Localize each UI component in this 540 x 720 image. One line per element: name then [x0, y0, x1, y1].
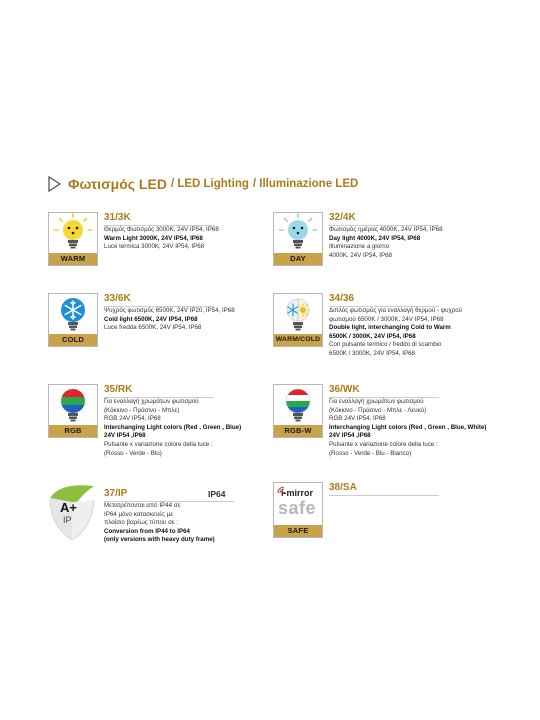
product-code: 36/WK [329, 384, 360, 395]
title-italian: / Illuminazione LED [252, 178, 359, 190]
i-mirror-safe-icon [273, 482, 323, 538]
description-line: (Rosso - Verde - Blu - Bianco) [329, 449, 412, 457]
description-line: RGB 24V IP54, IP68 [329, 415, 386, 423]
section-header [48, 176, 358, 192]
product-code: 31/3K [104, 212, 131, 223]
description-line: (Rosso - Verde - Blu) [104, 449, 162, 457]
description-line: 24V IP54 ,IP68 [329, 432, 371, 440]
description-line: πλαίσιο βαρέως τύπου σε : [104, 519, 179, 527]
description-line: (only versions with heavy duty frame) [104, 536, 215, 544]
title-english: / LED Lighting [170, 178, 249, 190]
description-line: Warm Light 3000K, 24V IP54, IP68 [104, 234, 203, 242]
product-code: 35/RK [104, 384, 133, 395]
description-line: Cold light 6500K, 24V IP54, IP68 [104, 315, 198, 323]
description-line: Interchanging Light colors (Red , Green , Blue) [104, 423, 242, 431]
description-line: 6500K / 3000K, 24V IP54, IP68 [329, 332, 416, 340]
description-line: Για εναλλαγή χρωμάτων φωτισμού [104, 398, 199, 405]
description-line: Luce fredda 6500K, 24V IP54, IP68 [104, 324, 202, 332]
rgb-bulb-icon [48, 384, 98, 438]
divider [329, 495, 439, 496]
ip-rating-value: IP64 [208, 489, 226, 499]
product-code: 33/6K [104, 293, 131, 304]
description-line: Pulsante x variazione colore della luce : [329, 440, 438, 448]
description-line: φωτισμού 6500K / 3000K, 24V IP54, IP68 [329, 315, 444, 323]
description-line: 24V IP54 ,IP68 [104, 432, 146, 440]
description [329, 398, 519, 458]
product-code: 32/4K [329, 212, 356, 223]
description-line: (Κόκκινο - Πράσινο - Μπλε - Λευκό) [329, 406, 427, 414]
badge-label: WARM/COLD [274, 334, 322, 346]
badge-label: WARM [49, 253, 97, 265]
description [104, 398, 294, 458]
badge-label: SAFE [274, 525, 322, 537]
badge-label: RGB-W [274, 425, 322, 437]
description-line: (Κόκκινο - Πράσινο - Μπλε) [104, 406, 180, 414]
description-line: 6500K / 3000K, 24V IP54, IP68 [329, 349, 416, 357]
description [104, 502, 294, 545]
description-line: 4000K, 24V IP54, IP68 [329, 251, 392, 259]
product-code: 38/SA [329, 482, 357, 493]
badge-label: DAY [274, 253, 322, 265]
ip-grade-label: A+ [60, 500, 77, 515]
description [329, 307, 519, 359]
product-code: 37/IP [104, 488, 128, 499]
description-line: IP64 μόνο κατασκευές με [104, 510, 174, 518]
description-line: Θερμός Φωτισμός 3000K, 24V IP54, IP68 [104, 226, 219, 233]
ip-rating-icon [48, 482, 96, 542]
description [329, 226, 519, 260]
description-line: Luce termica 3000K, 24V IP54, IP68 [104, 243, 205, 251]
description-line: Interchanging Light colors (Red , Green , Blue, White) [329, 423, 487, 431]
warm-cold-bulb-icon [273, 293, 323, 347]
warm-bulb-icon [48, 212, 98, 266]
play-triangle-icon [48, 176, 61, 192]
description [104, 307, 294, 333]
description-line: Day light 4000K, 24V IP54, IP68 [329, 234, 421, 242]
description-line: Διπλός φωτισμός για εναλλαγή θερμού - ψυχρού [329, 307, 463, 314]
description-line: RGB 24V IP54, IP68 [104, 415, 161, 423]
description-line: Conversion from IP44 to IP64 [104, 527, 190, 535]
badge-label: COLD [49, 334, 97, 346]
description-line: Ψυχρός φωτισμός 6500K, 24V IP20, IP54, IP68 [104, 307, 235, 314]
description-line: Pulsante x variazione colore della luce : [104, 440, 213, 448]
cold-bulb-icon [48, 293, 98, 347]
product-code: 34/36 [329, 293, 355, 304]
title-greek: Φωτισμός LED [68, 176, 167, 192]
safe-word: safe [278, 498, 317, 518]
description-line: Illuminazione a giorno [329, 243, 390, 251]
ip-sub-label: IP [63, 515, 72, 525]
description-line: Con pulsante termico / freddo di scambio [329, 341, 442, 349]
description-line: Μετατρέπονται από IP44 σε [104, 502, 181, 509]
description-line: Για εναλλαγή χρωμάτων φωτισμού [329, 398, 424, 405]
rgbw-bulb-icon [273, 384, 323, 438]
brand-label: i-mirror [281, 488, 314, 498]
description [104, 226, 294, 252]
day-bulb-icon [273, 212, 323, 266]
badge-label: RGB [49, 425, 97, 437]
description-line: Double light, interchanging Cold to Warm [329, 324, 451, 332]
description-line: Φωτισμός ημέρας 4000K, 24V IP54, IP68 [329, 226, 443, 233]
